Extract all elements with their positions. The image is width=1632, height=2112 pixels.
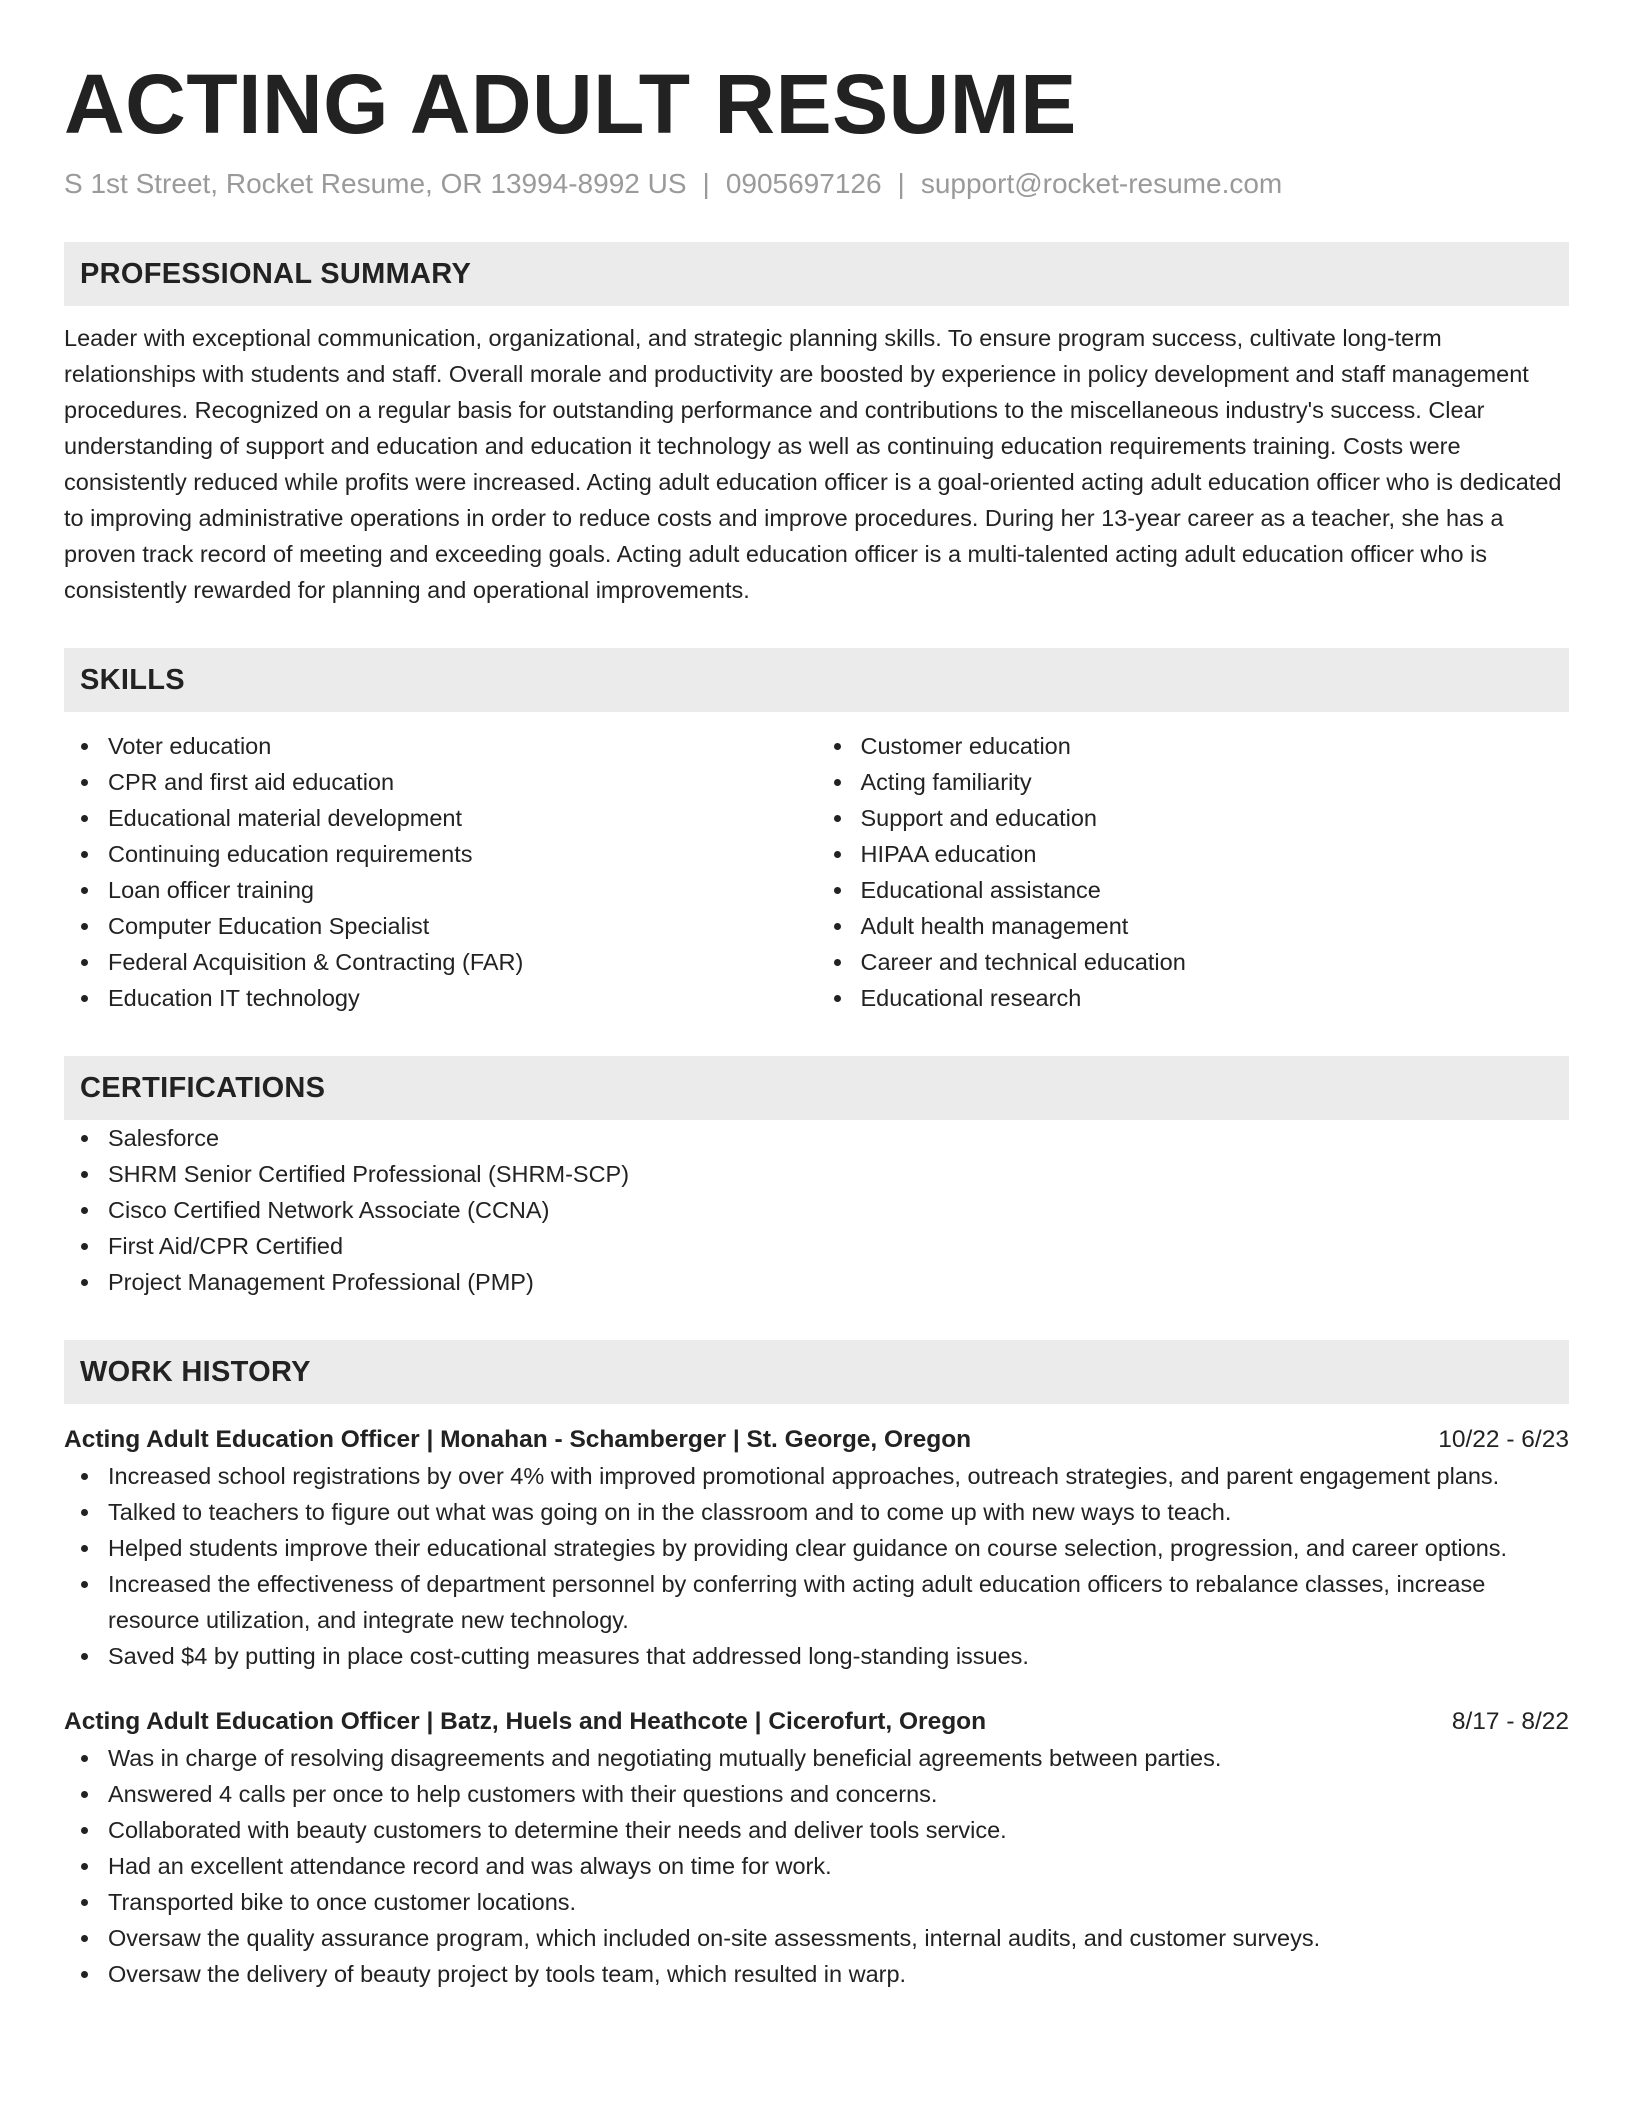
job-bullet-list [64,1740,1569,1992]
job-header [64,1422,1569,1458]
certification-item: Project Management Professional (PMP) [108,1264,1569,1300]
job-bullet: Collaborated with beauty customers to determine their needs and deliver tools service. [108,1812,1569,1848]
job-bullet: Oversaw the delivery of beauty project by tools team, which resulted in warp. [108,1956,1569,1992]
skills-columns [64,728,1569,1016]
job-bullet: Helped students improve their educational strategies by providing clear guidance on course selection, progression, and career options. [108,1530,1569,1566]
skill-item: Acting familiarity [861,764,1570,800]
skills-list-right [817,728,1570,1016]
job-bullet: Had an excellent attendance record and was always on time for work. [108,1848,1569,1884]
skill-item: Educational research [861,980,1570,1016]
job-bullet: Answered 4 calls per once to help customers with their questions and concerns. [108,1776,1569,1812]
work-history-section-header [64,1340,1569,1404]
skills-section-header [64,648,1569,712]
contact-email: support@rocket-resume.com [920,168,1283,199]
skills-heading: SKILLS [80,663,185,696]
certifications-section-header [64,1056,1569,1120]
contact-phone: 0905697126 [725,168,882,199]
job-header [64,1704,1569,1740]
job-bullet: Increased the effectiveness of department personnel by conferring with acting adult education officers to rebalance classes, increase resource utilization, and integrate new technology. [108,1566,1569,1638]
skill-item: Career and technical education [861,944,1570,980]
contact-separator: | [897,168,905,199]
job-bullet: Oversaw the quality assurance program, which included on-site assessments, internal audits, and customer surveys. [108,1920,1569,1956]
job-dates: 8/17 - 8/22 [1451,1708,1569,1735]
skill-item: HIPAA education [861,836,1570,872]
certifications-heading: CERTIFICATIONS [80,1071,326,1104]
skill-item: Continuing education requirements [108,836,817,872]
summary-heading: PROFESSIONAL SUMMARY [80,257,472,290]
skill-item: Education IT technology [108,980,817,1016]
skill-item: CPR and first aid education [108,764,817,800]
job-bullet: Increased school registrations by over 4% with improved promotional approaches, outreach strategies, and parent engagement plans. [108,1458,1569,1494]
job-entry [64,1704,1569,1992]
contact-address: S 1st Street, Rocket Resume, OR 13994-8992 US [64,168,687,199]
skill-item: Federal Acquisition & Contracting (FAR) [108,944,817,980]
skill-item: Adult health management [861,908,1570,944]
resume-title: ACTING ADULT RESUME [64,57,1077,151]
contact-line [64,166,1569,202]
certification-item: Salesforce [108,1120,1569,1156]
skill-item: Loan officer training [108,872,817,908]
skill-item: Customer education [861,728,1570,764]
certifications-list [64,1120,1569,1300]
certification-item: Cisco Certified Network Associate (CCNA) [108,1192,1569,1228]
skills-list-left [64,728,817,1016]
certification-item: SHRM Senior Certified Professional (SHRM-SCP) [108,1156,1569,1192]
job-title: Acting Adult Education Officer | Monahan - Schamberger | St. George, Oregon [64,1426,972,1453]
job-bullet: Transported bike to once customer locations. [108,1884,1569,1920]
summary-text: Leader with exceptional communication, organizational, and strategic planning skills. To ensure program success, cultivate long-term relationships with students and staff. Overall morale and productivity are boosted by experience in policy development and staff management procedures. Recognized on a regular basis for outstanding performance and contributions to the miscellaneous industry's success. Clear understanding of support and education and education it technology as well as continuing education requirements training. Costs were consistently reduced while profits were increased. Acting adult education officer is a goal-oriented acting adult education officer who is dedicated to improving administrative operations in order to reduce costs and improve procedures. During her 13-year career as a teacher, she has a proven track record of meeting and exceeding goals. Acting adult education officer is a multi-talented acting adult education officer who is consistently rewarded for planning and operational improvements. [64,325,1562,603]
skill-item: Educational material development [108,800,817,836]
skills-column-left [64,728,817,1016]
skill-item: Voter education [108,728,817,764]
job-entry [64,1422,1569,1674]
certification-item: First Aid/CPR Certified [108,1228,1569,1264]
job-dates: 10/22 - 6/23 [1438,1426,1569,1453]
skill-item: Computer Education Specialist [108,908,817,944]
contact-separator: | [702,168,710,199]
job-title: Acting Adult Education Officer | Batz, Huels and Heathcote | Cicerofurt, Oregon [64,1708,987,1735]
job-bullet: Talked to teachers to figure out what was going on in the classroom and to come up with new ways to teach. [108,1494,1569,1530]
summary-section-header [64,242,1569,306]
job-bullet-list [64,1458,1569,1674]
skills-column-right [817,728,1570,1016]
work-history-heading: WORK HISTORY [80,1355,311,1388]
job-bullet: Saved $4 by putting in place cost-cutting measures that addressed long-standing issues. [108,1638,1569,1674]
skill-item: Support and education [861,800,1570,836]
skill-item: Educational assistance [861,872,1570,908]
job-bullet: Was in charge of resolving disagreements and negotiating mutually beneficial agreements between parties. [108,1740,1569,1776]
